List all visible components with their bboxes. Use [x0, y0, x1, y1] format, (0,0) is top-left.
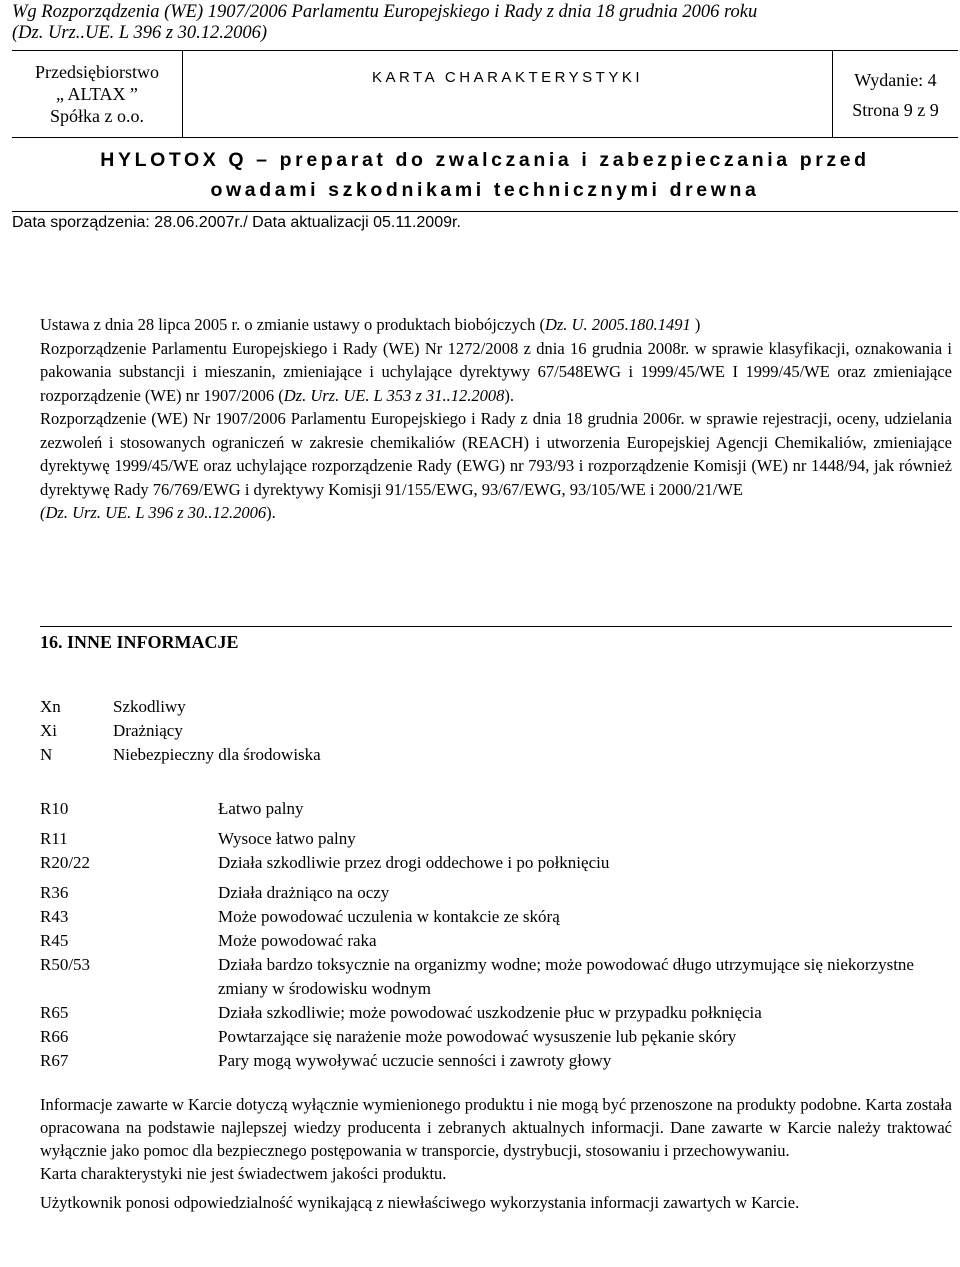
product-title-line2: owadami szkodnikami technicznymi drewna: [210, 179, 760, 201]
document-dates: Data sporządzenia: 28.06.2007r./ Data aktualizacji 05.11.2009r.: [12, 214, 461, 231]
risk-phrase-code: R66: [40, 1027, 69, 1046]
header-divider: [12, 211, 958, 212]
hazard-symbol-row: [40, 743, 321, 767]
additional-info: [40, 1093, 952, 1214]
risk-phrase-code: R50/53: [40, 955, 91, 974]
risk-phrase-text: Działa szkodliwie; może powodować uszkodzenie płuc w przypadku połknięcia: [218, 1003, 762, 1022]
risk-phrase-row: [40, 881, 952, 905]
edition-number: Wydanie: 4: [854, 70, 937, 90]
risk-phrase-code: R36: [40, 883, 69, 902]
hazard-symbol-text: Szkodliwy: [113, 697, 186, 716]
legislation-item: [40, 313, 952, 337]
info-paragraph: Karta charakterystyki nie jest świadectwem jakości produktu.: [40, 1164, 447, 1183]
risk-phrase-row: [40, 1001, 952, 1025]
risk-phrase-text: Powtarzające się narażenie może powodować wysuszenie lub pękanie skóry: [218, 1027, 737, 1046]
risk-phrase-row: [40, 1025, 952, 1049]
risk-phrase-row: [40, 1049, 952, 1073]
risk-phrase-row: [40, 851, 952, 875]
risk-phrase-code: R10: [40, 799, 69, 818]
risk-phrase-text: Działa bardzo toksycznie na organizmy wodne; może powodować długo utrzymujące się niekorzystne zmiany w środowisku wodnym: [218, 955, 914, 998]
risk-phrase-text: Może powodować raka: [218, 931, 377, 950]
risk-phrase-row: [40, 953, 952, 1001]
document-type: KARTA CHARAKTERYSTYKI: [371, 69, 644, 86]
legislation-citation: Dz. Urz. UE. L 353 z 31..12.2008: [283, 385, 505, 405]
section-divider: [40, 626, 952, 627]
hazard-symbol-text: Niebezpieczny dla środowiska: [113, 745, 321, 764]
legislation-text: ).: [504, 385, 514, 405]
company-line2: „ ALTAX ”: [56, 84, 138, 104]
risk-phrases-list: [40, 797, 952, 1073]
edition-cell: [832, 51, 958, 137]
company-line1: Przedsiębiorstwo: [35, 62, 159, 82]
risk-phrase-text: Działa szkodliwie przez drogi oddechowe i po połknięciu: [218, 853, 610, 872]
hazard-symbol-code: N: [40, 745, 53, 764]
legislation-citation: (Dz. Urz. UE. L 396 z 30..12.2006: [40, 503, 267, 522]
risk-phrase-text: Pary mogą wywoływać uczucie senności i zawroty głowy: [218, 1051, 612, 1070]
product-title-line1: HYLOTOX Q – preparat do zwalczania i zabezpieczania przed: [100, 149, 870, 171]
regulation-reference-line1: Wg Rozporządzenia (WE) 1907/2006 Parlamentu Europejskiego i Rady z dnia 18 grudnia 2006 roku: [12, 2, 758, 22]
product-title: [12, 145, 958, 205]
hazard-symbol-row: [40, 719, 321, 743]
info-paragraph: Użytkownik ponosi odpowiedzialność wynikającą z niewłaściwego wykorzystania informacji zawartych w Karcie.: [40, 1193, 800, 1212]
legislation-item: [40, 407, 952, 525]
legislation-citation: Dz. U. 2005.180.1491: [544, 315, 691, 334]
company-cell: [12, 51, 183, 137]
risk-phrase-code: R67: [40, 1051, 69, 1070]
risk-phrase-text: Wysoce łatwo palny: [218, 829, 356, 848]
risk-phrase-code: R45: [40, 931, 69, 950]
risk-phrase-row: [40, 905, 952, 929]
legislation-list: [40, 313, 952, 525]
legislation-text: Ustawa z dnia 28 lipca 2005 r. o zmianie ustawy o produktach biobójczych (: [40, 315, 545, 334]
info-paragraph: Informacje zawarte w Karcie dotyczą wyłącznie wymienionego produktu i nie mogą być przenoszone na produkty podobne. Karta została opracowana na podstawie najlepszej wiedzy producenta i zebranych aktualnych informacji. Dane zawarte w Karcie należy traktować wyłącznie jako pomoc dla bezpiecznego postępowania w transporcie, dystrybucji, stosowaniu i przechowywaniu.: [40, 1095, 952, 1160]
section-title: 16. INNE INFORMACJE: [40, 632, 239, 652]
hazard-symbol-code: Xn: [40, 697, 61, 716]
document-header: [12, 50, 958, 138]
legislation-text: ): [690, 315, 701, 334]
company-line3: Spółka z o.o.: [50, 106, 144, 126]
regulation-reference: [12, 2, 952, 44]
legislation-item: [40, 337, 952, 408]
hazard-symbols-list: [40, 695, 321, 767]
legislation-text: Rozporządzenie (WE) Nr 1907/2006 Parlamentu Europejskiego i Rady z dnia 18 grudnia 2006r. w sprawie rejestracji, oceny, udzielania zezwoleń i stosowanych ograniczeń w zakresie chemikaliów (REACH) i utworzenia Europejskiej Agencji Chemikaliów, zmieniające dyrektywę 1999/45/WE oraz uchylające rozporządzenie Rady (EWG) nr 793/93 i rozporządzenie Komisji (WE) nr 1448/94, jak również dyrektywę Rady 76/769/EWG i dyrektywy Komisji 91/155/EWG, 93/67/EWG, 93/105/WE i 2000/21/WE: [40, 409, 952, 499]
risk-phrase-text: Łatwo palny: [218, 799, 304, 818]
risk-phrase-text: Może powodować uczulenia w kontakcie ze skórą: [218, 907, 560, 926]
regulation-reference-line2: (Dz. Urz..UE. L 396 z 30.12.2006): [12, 23, 268, 43]
risk-phrase-row: [40, 797, 952, 821]
risk-phrase-text: Działa drażniąco na oczy: [218, 883, 390, 902]
risk-phrase-code: R20/22: [40, 853, 91, 872]
page-number: Strona 9 z 9: [852, 100, 939, 120]
risk-phrase-code: R43: [40, 907, 69, 926]
hazard-symbol-row: [40, 695, 321, 719]
hazard-symbol-text: Drażniący: [113, 721, 183, 740]
risk-phrase-row: [40, 929, 952, 953]
company-name: [12, 61, 182, 127]
risk-phrase-row: [40, 827, 952, 851]
risk-phrase-code: R11: [40, 829, 68, 848]
risk-phrase-code: R65: [40, 1003, 69, 1022]
legislation-text: Rozporządzenie Parlamentu Europejskiego i Rady (WE) Nr 1272/2008 z dnia 16 grudnia 2008r. w sprawie klasyfikacji, oznakowania i pakowania substancji i mieszanin, zmieniające i uchylające dyrektywy 67/548EWG i 1999/45/WE I 1999/45/WE oraz zmieniające rozporządzenie (WE) nr 1907/2006 (: [40, 338, 952, 405]
hazard-symbol-code: Xi: [40, 721, 57, 740]
legislation-text: ).: [266, 503, 276, 522]
